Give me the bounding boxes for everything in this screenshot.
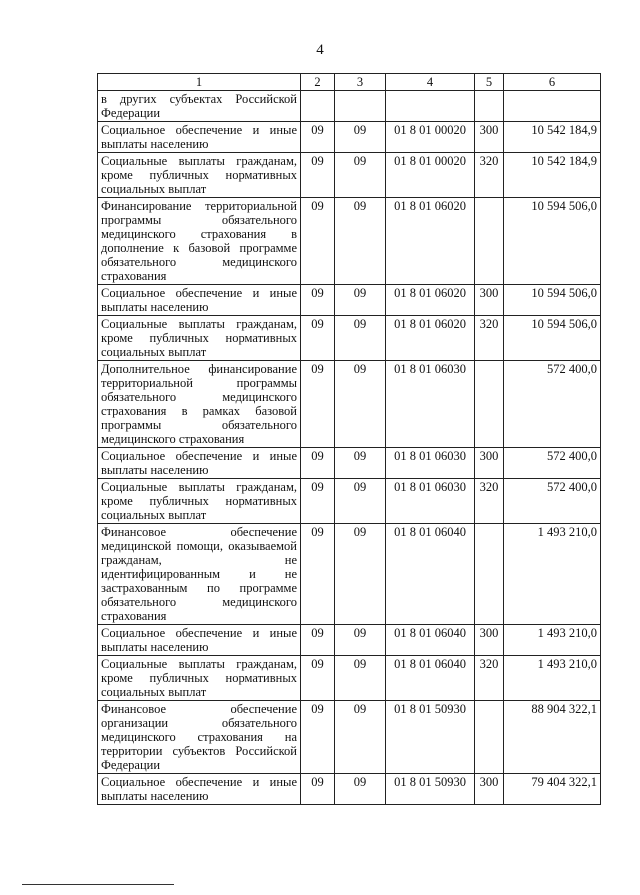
row-expense-type-cell: 300 xyxy=(475,285,504,316)
table-row xyxy=(98,479,601,524)
header-cell: 4 xyxy=(386,74,475,91)
row-target-code-cell: 01 8 01 06030 xyxy=(386,448,475,479)
row-section-cell: 09 xyxy=(301,153,335,198)
table-row xyxy=(98,285,601,316)
row-expense-type-cell: 320 xyxy=(475,316,504,361)
row-expense-type-cell: 320 xyxy=(475,479,504,524)
row-subsection-cell: 09 xyxy=(335,625,386,656)
row-amount-cell: 1 493 210,0 xyxy=(504,625,601,656)
row-target-code-cell: 01 8 01 50930 xyxy=(386,774,475,805)
row-name-cell: Социальное обеспечение и иные выплаты населению xyxy=(98,774,301,805)
row-amount-cell: 10 542 184,9 xyxy=(504,153,601,198)
row-name-cell: Социальные выплаты гражданам, кроме публичных нормативных социальных выплат xyxy=(98,153,301,198)
row-target-code-cell: 01 8 01 00020 xyxy=(386,153,475,198)
row-amount-cell: 572 400,0 xyxy=(504,448,601,479)
row-amount-cell: 1 493 210,0 xyxy=(504,656,601,701)
row-subsection-cell: 09 xyxy=(335,524,386,625)
row-amount-cell: 1 493 210,0 xyxy=(504,524,601,625)
row-expense-type-cell: 320 xyxy=(475,153,504,198)
row-amount-cell: 572 400,0 xyxy=(504,479,601,524)
row-section-cell: 09 xyxy=(301,316,335,361)
row-target-code-cell xyxy=(386,91,475,122)
table-header-row xyxy=(98,74,601,91)
footnote-separator xyxy=(22,884,174,885)
row-section-cell: 09 xyxy=(301,625,335,656)
row-name-cell: Финансовое обеспечение медицинской помощи, оказываемой гражданам, не идентифицированным и не застрахованным по программе обязательного медицинского страхования xyxy=(98,524,301,625)
header-cell: 6 xyxy=(504,74,601,91)
row-subsection-cell: 09 xyxy=(335,198,386,285)
row-section-cell: 09 xyxy=(301,198,335,285)
table-row xyxy=(98,701,601,774)
row-expense-type-cell xyxy=(475,198,504,285)
row-amount-cell: 10 594 506,0 xyxy=(504,316,601,361)
table-row xyxy=(98,656,601,701)
page-number: 4 xyxy=(316,42,324,58)
header-cell: 5 xyxy=(475,74,504,91)
row-subsection-cell xyxy=(335,91,386,122)
row-subsection-cell: 09 xyxy=(335,656,386,701)
row-target-code-cell: 01 8 01 06040 xyxy=(386,656,475,701)
row-amount-cell: 88 904 322,1 xyxy=(504,701,601,774)
table-row xyxy=(98,198,601,285)
row-section-cell: 09 xyxy=(301,656,335,701)
row-target-code-cell: 01 8 01 06020 xyxy=(386,316,475,361)
table-row xyxy=(98,316,601,361)
row-section-cell: 09 xyxy=(301,774,335,805)
budget-table xyxy=(97,73,601,805)
row-name-cell: Социальное обеспечение и иные выплаты населению xyxy=(98,285,301,316)
row-target-code-cell: 01 8 01 00020 xyxy=(386,122,475,153)
row-section-cell xyxy=(301,91,335,122)
row-subsection-cell: 09 xyxy=(335,448,386,479)
row-section-cell: 09 xyxy=(301,122,335,153)
header-cell: 2 xyxy=(301,74,335,91)
row-name-cell: Финансирование территориальной программы обязательного медицинского страхования в дополнение к базовой программе обязательного медицинского страхования xyxy=(98,198,301,285)
row-name-cell: Социальные выплаты гражданам, кроме публичных нормативных социальных выплат xyxy=(98,479,301,524)
row-target-code-cell: 01 8 01 50930 xyxy=(386,701,475,774)
row-target-code-cell: 01 8 01 06020 xyxy=(386,285,475,316)
row-subsection-cell: 09 xyxy=(335,361,386,448)
row-expense-type-cell: 300 xyxy=(475,448,504,479)
row-name-cell: в других субъектах Российской Федерации xyxy=(98,91,301,122)
row-amount-cell xyxy=(504,91,601,122)
row-section-cell: 09 xyxy=(301,701,335,774)
row-expense-type-cell xyxy=(475,361,504,448)
row-amount-cell: 79 404 322,1 xyxy=(504,774,601,805)
row-name-cell: Социальное обеспечение и иные выплаты населению xyxy=(98,625,301,656)
row-expense-type-cell: 300 xyxy=(475,774,504,805)
row-subsection-cell: 09 xyxy=(335,479,386,524)
row-subsection-cell: 09 xyxy=(335,316,386,361)
row-amount-cell: 10 542 184,9 xyxy=(504,122,601,153)
table-row xyxy=(98,122,601,153)
row-subsection-cell: 09 xyxy=(335,153,386,198)
table-row xyxy=(98,524,601,625)
row-name-cell: Социальное обеспечение и иные выплаты населению xyxy=(98,122,301,153)
table-row xyxy=(98,625,601,656)
row-section-cell: 09 xyxy=(301,285,335,316)
table-row xyxy=(98,361,601,448)
row-expense-type-cell: 300 xyxy=(475,122,504,153)
table-row xyxy=(98,91,601,122)
row-target-code-cell: 01 8 01 06040 xyxy=(386,625,475,656)
row-name-cell: Социальные выплаты гражданам, кроме публичных нормативных социальных выплат xyxy=(98,656,301,701)
header-cell: 3 xyxy=(335,74,386,91)
table-row xyxy=(98,153,601,198)
row-name-cell: Финансовое обеспечение организации обязательного медицинского страхования на территории субъектов Российской Федерации xyxy=(98,701,301,774)
table-row xyxy=(98,448,601,479)
row-name-cell: Дополнительное финансирование территориальной программы обязательного медицинского страхования в рамках базовой программы обязательного медицинского страхования xyxy=(98,361,301,448)
table-row xyxy=(98,774,601,805)
row-amount-cell: 10 594 506,0 xyxy=(504,198,601,285)
row-section-cell: 09 xyxy=(301,361,335,448)
row-amount-cell: 572 400,0 xyxy=(504,361,601,448)
row-section-cell: 09 xyxy=(301,448,335,479)
row-section-cell: 09 xyxy=(301,479,335,524)
row-name-cell: Социальное обеспечение и иные выплаты населению xyxy=(98,448,301,479)
row-subsection-cell: 09 xyxy=(335,285,386,316)
row-subsection-cell: 09 xyxy=(335,122,386,153)
row-expense-type-cell xyxy=(475,524,504,625)
row-subsection-cell: 09 xyxy=(335,774,386,805)
row-section-cell: 09 xyxy=(301,524,335,625)
row-expense-type-cell xyxy=(475,91,504,122)
row-subsection-cell: 09 xyxy=(335,701,386,774)
row-target-code-cell: 01 8 01 06030 xyxy=(386,479,475,524)
row-target-code-cell: 01 8 01 06030 xyxy=(386,361,475,448)
row-amount-cell: 10 594 506,0 xyxy=(504,285,601,316)
row-target-code-cell: 01 8 01 06020 xyxy=(386,198,475,285)
row-expense-type-cell: 320 xyxy=(475,656,504,701)
row-expense-type-cell: 300 xyxy=(475,625,504,656)
row-expense-type-cell xyxy=(475,701,504,774)
header-cell: 1 xyxy=(98,74,301,91)
row-target-code-cell: 01 8 01 06040 xyxy=(386,524,475,625)
row-name-cell: Социальные выплаты гражданам, кроме публичных нормативных социальных выплат xyxy=(98,316,301,361)
